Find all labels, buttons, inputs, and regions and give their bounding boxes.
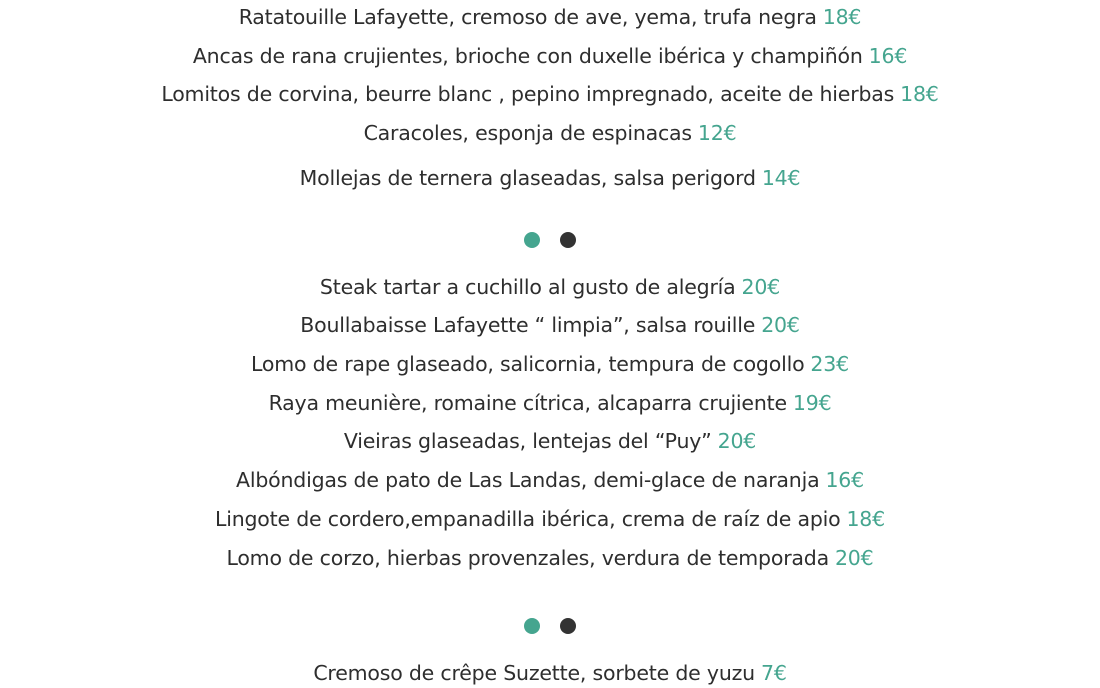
dish-price: 7€ <box>760 661 787 685</box>
dish-price: 18€ <box>900 82 939 106</box>
section-divider <box>0 229 1100 247</box>
dish-price: 14€ <box>761 166 801 190</box>
menu-item <box>0 165 1100 191</box>
dish-name: Lingote de cordero,empanadilla ibérica, crema de raíz de apio <box>214 507 841 531</box>
dish-name: Raya meunière, romaine cítrica, alcaparra crujiente <box>268 391 787 415</box>
dish-name: Cremoso de crêpe Suzette, sorbete de yuzu <box>313 661 755 685</box>
dish-price: 23€ <box>810 352 849 376</box>
dish-price: 20€ <box>834 546 874 570</box>
menu-item <box>0 390 1100 416</box>
dish-name: Ratatouille Lafayette, cremoso de ave, yema, trufa negra <box>238 5 817 29</box>
dish-price: 18€ <box>822 5 862 29</box>
menu-item <box>0 81 1100 107</box>
dish-name: Lomitos de corvina, beurre blanc , pepino impregnado, aceite de hierbas <box>161 82 895 106</box>
dot-secondary-icon <box>560 618 576 634</box>
dish-price: 12€ <box>697 121 737 145</box>
dish-name: Steak tartar a cuchillo al gusto de alegría <box>319 275 736 299</box>
menu-item <box>0 467 1100 493</box>
dish-name: Lomo de rape glaseado, salicornia, tempura de cogollo <box>251 352 805 376</box>
menu-item <box>0 4 1100 30</box>
dish-price: 19€ <box>792 391 832 415</box>
menu-item <box>0 43 1100 69</box>
menu-item <box>0 120 1100 146</box>
dish-name: Boullabaisse Lafayette “ limpia”, salsa rouille <box>300 313 756 337</box>
dish-name: Albóndigas de pato de Las Landas, demi-glace de naranja <box>236 468 820 492</box>
menu-item <box>0 351 1100 377</box>
menu-item <box>0 660 1100 686</box>
dish-name: Ancas de rana crujientes, brioche con duxelle ibérica y champiñón <box>192 44 863 68</box>
section-divider <box>0 615 1100 633</box>
dish-name: Caracoles, esponja de espinacas <box>363 121 692 145</box>
dish-name: Mollejas de ternera glaseadas, salsa perigord <box>299 166 756 190</box>
dish-price: 18€ <box>846 507 885 531</box>
dish-name: Vieiras glaseadas, lentejas del “Puy” <box>343 429 712 453</box>
dot-primary-icon <box>524 232 540 248</box>
dish-price: 16€ <box>868 44 908 68</box>
dot-secondary-icon <box>560 232 576 248</box>
menu-item <box>0 545 1100 571</box>
menu-item <box>0 312 1100 338</box>
dish-price: 20€ <box>717 429 757 453</box>
menu-item <box>0 506 1100 532</box>
dot-primary-icon <box>524 618 540 634</box>
menu-item <box>0 428 1100 454</box>
dish-price: 20€ <box>761 313 800 337</box>
dish-price: 16€ <box>825 468 864 492</box>
dish-price: 20€ <box>741 275 781 299</box>
dish-name: Lomo de corzo, hierbas provenzales, verdura de temporada <box>226 546 829 570</box>
menu-item <box>0 274 1100 300</box>
